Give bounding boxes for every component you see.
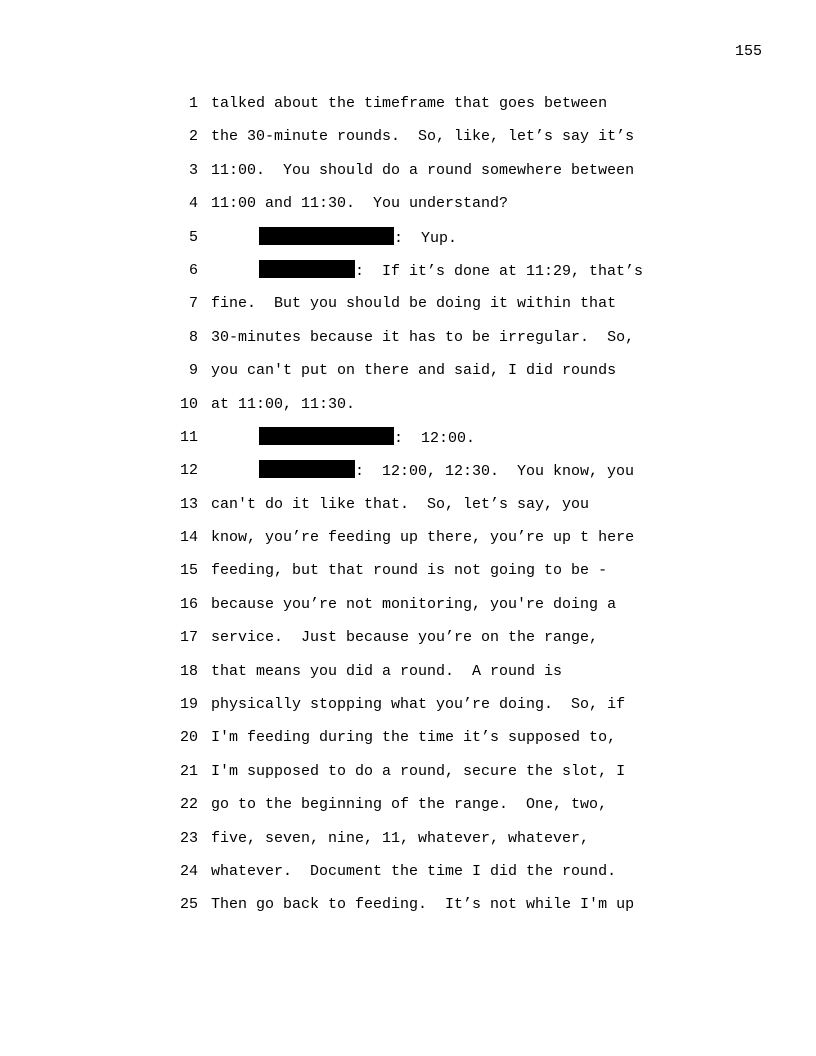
line-number: 9 <box>188 362 198 380</box>
line-text: you can't put on there and said, I did rounds <box>211 362 617 380</box>
speaker-turn <box>259 227 457 250</box>
transcript-line <box>170 894 670 927</box>
line-number: 23 <box>179 829 198 847</box>
transcript-line <box>170 494 670 527</box>
transcript-line <box>170 126 670 159</box>
line-number: 15 <box>179 562 198 580</box>
line-text: fine. But you should be doing it within that <box>211 295 617 313</box>
transcript-line <box>170 327 670 360</box>
redacted-speaker-name <box>259 227 394 245</box>
transcript-line <box>170 394 670 427</box>
transcript-line <box>170 861 670 894</box>
line-text: feeding, but that round is not going to be - <box>211 562 608 580</box>
redacted-speaker-name <box>259 460 355 478</box>
line-text: the 30-minute rounds. So, like, let’s say it’s <box>211 128 635 146</box>
line-text: can't do it like that. So, let’s say, you <box>211 495 590 513</box>
line-text: know, you’re feeding up there, you’re up t here <box>211 529 635 547</box>
line-number: 11 <box>179 428 198 446</box>
transcript-line <box>170 460 670 493</box>
line-number: 20 <box>179 729 198 747</box>
transcript-line <box>170 594 670 627</box>
line-number: 16 <box>179 595 198 613</box>
transcript-line <box>170 560 670 593</box>
line-text: because you’re not monitoring, you're doing a <box>211 595 617 613</box>
line-number: 22 <box>179 796 198 814</box>
speaker-turn <box>259 427 475 450</box>
transcript-line <box>170 527 670 560</box>
line-number: 12 <box>179 462 198 480</box>
line-text: five, seven, nine, 11, whatever, whatever, <box>211 829 590 847</box>
line-number: 13 <box>179 495 198 513</box>
line-text: whatever. Document the time I did the round. <box>211 862 617 880</box>
transcript-line <box>170 761 670 794</box>
line-text: : 12:00. <box>394 429 476 447</box>
transcript-line <box>170 227 670 260</box>
transcript-line <box>170 694 670 727</box>
line-number: 6 <box>188 261 198 279</box>
line-text: I'm supposed to do a round, secure the slot, I <box>211 762 626 780</box>
line-text: go to the beginning of the range. One, two, <box>211 796 608 814</box>
line-number: 5 <box>188 228 198 246</box>
line-number: 14 <box>179 529 198 547</box>
transcript-line <box>170 661 670 694</box>
line-text: Then go back to feeding. It’s not while I'm up <box>211 896 635 914</box>
transcript-line <box>170 794 670 827</box>
line-text: at 11:00, 11:30. <box>211 395 356 413</box>
line-text: : 12:00, 12:30. You know, you <box>355 463 635 481</box>
line-number: 1 <box>188 95 198 112</box>
line-number: 7 <box>188 295 198 313</box>
speaker-turn <box>259 260 643 283</box>
line-text: 30-minutes because it has to be irregular. So, <box>211 328 635 346</box>
redacted-speaker-name <box>259 427 394 445</box>
line-number: 21 <box>179 762 198 780</box>
transcript-line <box>170 427 670 460</box>
transcript-line <box>170 260 670 293</box>
line-text: I'm feeding during the time it’s supposed to, <box>211 729 617 747</box>
line-number: 10 <box>179 395 198 413</box>
transcript-line <box>170 727 670 760</box>
speaker-turn <box>259 460 634 483</box>
line-number: 25 <box>179 896 198 914</box>
line-text: : If it’s done at 11:29, that’s <box>355 262 644 280</box>
line-text: : Yup. <box>394 229 458 247</box>
line-number: 18 <box>179 662 198 680</box>
line-number: 19 <box>179 696 198 714</box>
transcript-line <box>170 360 670 393</box>
transcript-line <box>170 828 670 861</box>
page-number: 155 <box>734 43 762 60</box>
line-text: physically stopping what you’re doing. So, if <box>211 696 626 714</box>
transcript-line <box>170 293 670 326</box>
line-number: 8 <box>188 328 198 346</box>
transcript-line <box>170 160 670 193</box>
line-number: 24 <box>179 862 198 880</box>
line-text: 11:00. You should do a round somewhere between <box>211 161 635 179</box>
line-text: that means you did a round. A round is <box>211 662 563 680</box>
line-text: service. Just because you’re on the range, <box>211 629 599 647</box>
redacted-speaker-name <box>259 260 355 278</box>
line-text: 11:00 and 11:30. You understand? <box>211 195 509 213</box>
transcript-line <box>170 93 670 126</box>
line-number: 17 <box>179 629 198 647</box>
line-number: 3 <box>188 161 198 179</box>
line-number: 4 <box>188 195 198 213</box>
transcript-body <box>170 93 670 928</box>
line-text: talked about the timeframe that goes between <box>211 95 608 112</box>
line-number: 2 <box>188 128 198 146</box>
transcript-line <box>170 627 670 660</box>
transcript-line <box>170 193 670 226</box>
